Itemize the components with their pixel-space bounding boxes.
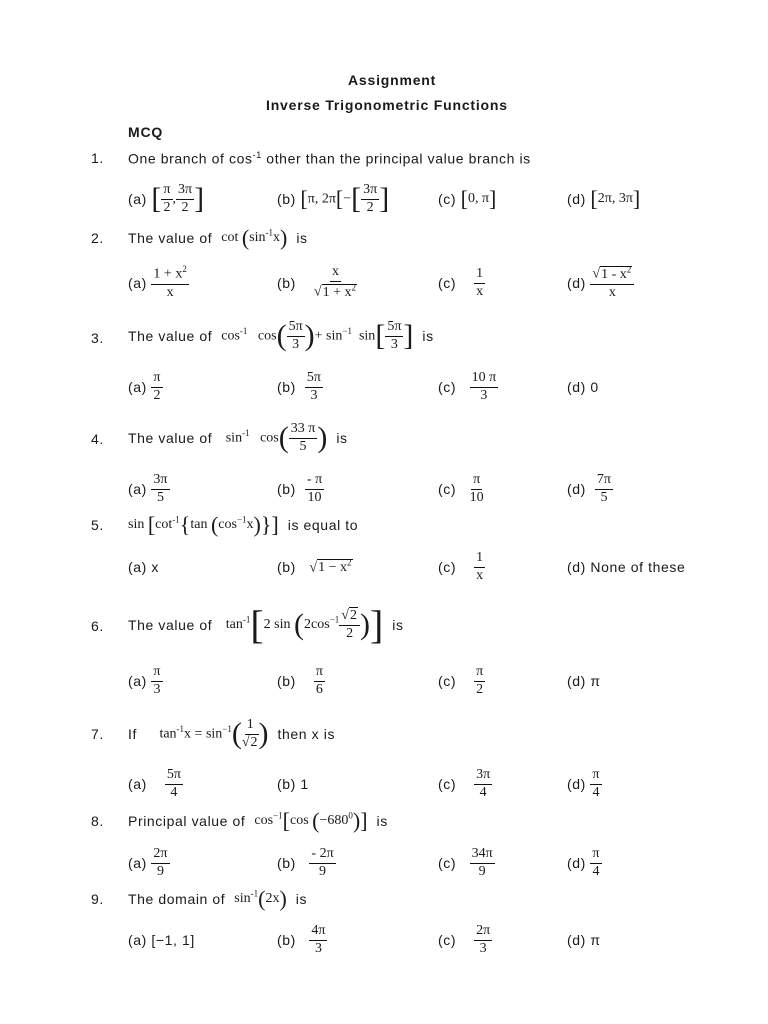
option-c: (c) 1 x [438, 265, 484, 299]
question-text-part: is [392, 617, 404, 633]
option-d: (d) π 4 [567, 766, 600, 800]
option-a: (a) [ $\frac{\pi}{2}$ , $\frac{3\pi}{2}$ ] [128, 181, 205, 215]
option-b: (b) [π, 2π[−[ $\frac{3\pi}{2}$ ] [277, 181, 390, 215]
option-label: (a) [128, 379, 147, 395]
question-text-part: The domain of [128, 891, 226, 907]
option-label: (c) [438, 481, 457, 497]
question-text-part: One branch of cos [128, 150, 253, 167]
option-c: (c) 10 π 3 [438, 369, 497, 403]
option-label: (a) [128, 275, 147, 291]
option-a: (a) π 3 [128, 663, 161, 697]
option-a: (a) 3π 5 [128, 471, 168, 505]
question-text: The value of $\cos^{-1} \cos$( $\frac{5\pi}{3}$ )+ $\sin^{-1} \sin$[ $\frac{5\pi}{3}$ ] is [128, 318, 434, 352]
question-text-part: is [295, 891, 308, 907]
option-label: (d) None of these [567, 559, 686, 575]
option-label: (c) [438, 776, 457, 792]
option-label: (b) [277, 191, 296, 207]
option-d [567, 552, 685, 582]
option-b: (b) $√1 - x^2$ [277, 557, 352, 576]
option-label: (b) [277, 275, 296, 291]
question-text-part: The value of [128, 230, 213, 246]
option-label: (a) [−1, 1] [128, 932, 195, 948]
option-b: (b) - 2π 9 [277, 845, 334, 879]
question-number: 8. [91, 813, 104, 829]
option-a: (a) $1 + x^2$ x [128, 264, 187, 300]
option-label: (c) [438, 932, 457, 948]
superscript: -1 [252, 150, 262, 160]
option-label: (a) [128, 855, 147, 871]
option-b [277, 765, 309, 803]
option-d: (d) π 4 [567, 845, 600, 879]
option-c: (c) [0, π] [438, 186, 497, 211]
option-c: (c) 3π 4 [438, 766, 491, 800]
option-d: (d) [2π, 3π] [567, 186, 641, 211]
question-text: The value of $\sin^{-1} \cos$( $\frac{33 \pi}{5}$ ) is [128, 420, 348, 454]
question-text-part: Principal value of [128, 813, 246, 829]
question-text [128, 150, 531, 167]
question-text: The value of $\cot (\sin^{-1}x)$ is [128, 225, 308, 250]
question-text-part: is equal to [287, 517, 359, 533]
question-number: 5. [91, 517, 104, 533]
option-a: (a) 5π 4 [128, 766, 181, 800]
option-c: (c) 2π 3 [438, 922, 491, 956]
question-text-part: The value of [128, 328, 213, 344]
option-label: (b) [277, 559, 296, 575]
option-label: (b) [277, 855, 296, 871]
option-d: (d) $√1 - x^2$ x [567, 264, 634, 302]
option-b: (b) π 6 [277, 663, 323, 697]
question-text-part: is [376, 813, 388, 829]
option-c: (c) 1 x [438, 549, 484, 583]
option-c: (c) π 2 [438, 663, 484, 697]
option-label: (c) [438, 559, 457, 575]
question-number: 6. [91, 618, 104, 634]
option-label: (a) [128, 776, 147, 792]
option-b: (b) 4π 3 [277, 922, 326, 956]
question-number: 1. [91, 150, 104, 166]
option-c: (c) π 10 [438, 471, 484, 505]
option-label: (c) [438, 673, 457, 689]
option-label: (d) [567, 776, 586, 792]
question-text-part: is [296, 230, 308, 246]
question-text-part: If [128, 726, 137, 742]
option-label: (b) [277, 673, 296, 689]
option-label: (b) 1 [277, 776, 309, 792]
option-label: (a) [128, 673, 147, 689]
question-text: The value of $\tan^{-1}[2$ $\sin (2\cos^{-1}$ $\frac{√2}{2}$ )] is [128, 602, 404, 647]
option-label: (d) [567, 481, 586, 497]
question-number: 4. [91, 431, 104, 447]
option-label: (c) [438, 855, 457, 871]
question-text-part: The value of [128, 430, 213, 446]
option-c: (c) 34π 9 [438, 845, 493, 879]
question-number: 9. [91, 891, 104, 907]
section-heading: MCQ [128, 124, 164, 140]
question-number: 3. [91, 330, 104, 346]
option-a [128, 552, 159, 582]
option-label: (b) [277, 481, 296, 497]
option-label: (a) [128, 481, 147, 497]
option-label: (c) [438, 191, 457, 207]
option-d [567, 662, 601, 700]
page-subtitle: Inverse Trigonometric Functions [266, 97, 508, 113]
option-label: (d) [567, 855, 586, 871]
question-text: If $\tan^{-1}x = \sin^{-1}$( $\frac{1}{√2}$ ) then x is [128, 716, 336, 750]
option-b: (b) x $√1 + x^2$ [277, 264, 356, 300]
option-label: (d) π [567, 932, 601, 948]
question-text-part: is [422, 328, 434, 344]
option-d [567, 368, 599, 406]
question-number: 2. [91, 230, 104, 246]
question-text: Principal value of $\cos^{-1}[\cos$ $(-680^0)$] is [128, 808, 388, 833]
option-label: (b) [277, 379, 296, 395]
option-label: (a) x [128, 559, 159, 575]
option-label: (b) [277, 932, 296, 948]
option-a: (a) 2π 9 [128, 845, 168, 879]
question-text-part: then x is [277, 726, 336, 742]
option-label: (c) [438, 275, 457, 291]
question-number: 7. [91, 726, 104, 742]
option-d: (d) 7π 5 [567, 471, 611, 505]
question-text-part: other than the principal value branch is [261, 150, 531, 167]
option-label: (d) [567, 191, 586, 207]
question-text: The domain of $\sin^{-1}(2x)$ is [128, 886, 308, 911]
question-text-part: The value of [128, 617, 213, 633]
option-label: (a) [128, 191, 147, 207]
option-label: (d) [567, 275, 586, 291]
option-d [567, 921, 601, 959]
option-a [128, 921, 195, 959]
option-a: (a) π 2 [128, 369, 161, 403]
question-text-part: is [336, 430, 348, 446]
option-label: (d) π [567, 673, 601, 689]
option-b: (b) 5π 3 [277, 369, 321, 403]
option-label: (c) [438, 379, 457, 395]
question-text: $\sin [\cot^{-1}\{\tan$ $(\cos^{-1}x)$}] is equal to [128, 512, 359, 537]
assignment-title: Assignment [348, 72, 437, 88]
option-b: (b) - π 10 [277, 471, 323, 505]
option-label: (d) 0 [567, 379, 599, 395]
